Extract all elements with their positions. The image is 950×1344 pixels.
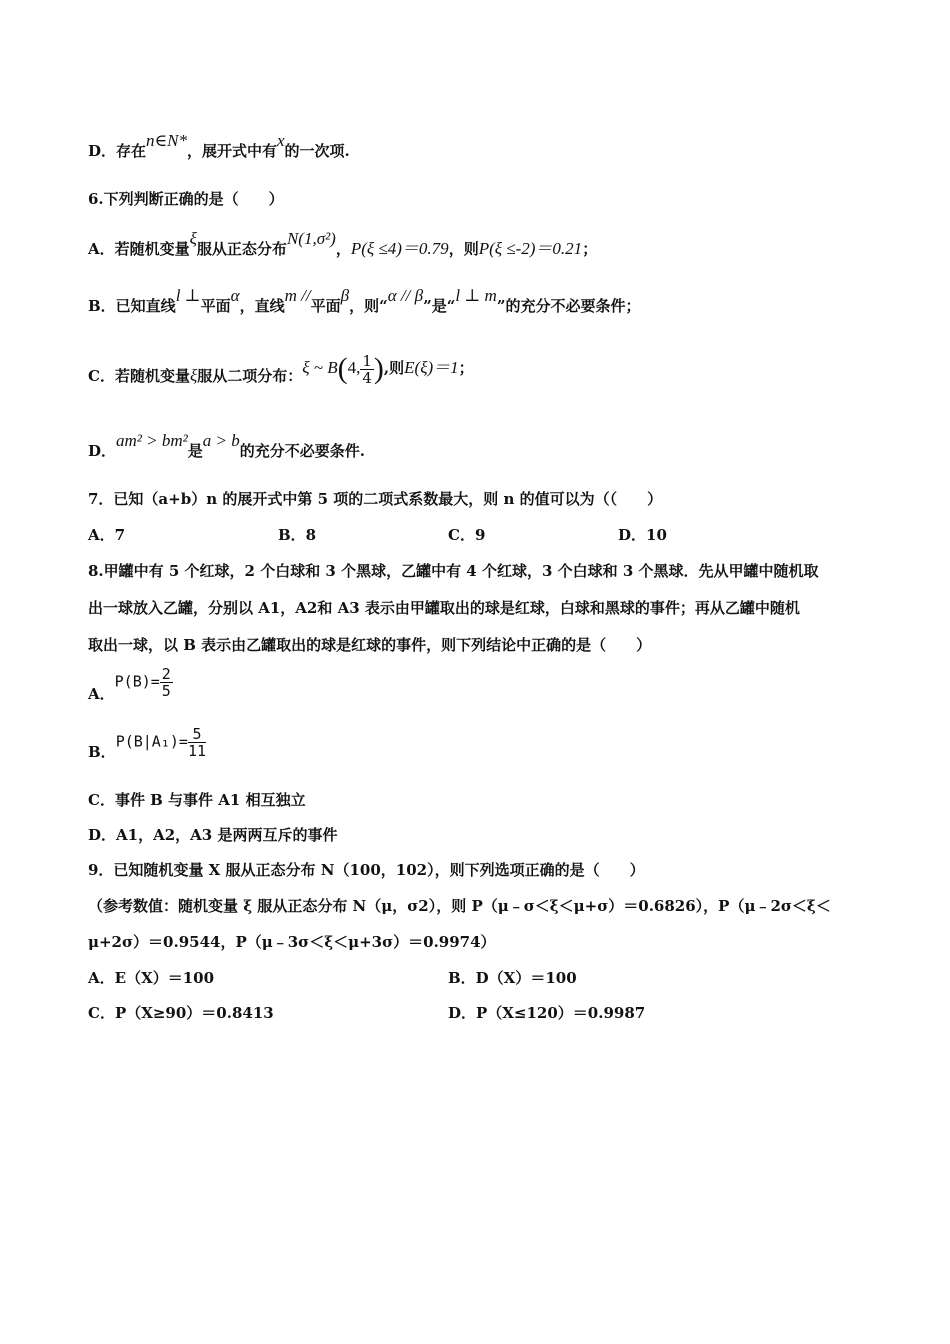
math-prob-le-minus2: P(ξ ≤-2)＝0.21 — [478, 239, 583, 258]
q9-reference-line-1: （参考数值：随机变量 ξ 服从正态分布 N（μ，σ2），则 P（μ﹣σ＜ξ＜μ+σ）＝0.6826），P（μ﹣2σ＜ξ＜ — [88, 897, 831, 915]
math-expectation: E(ξ)＝1 — [404, 358, 459, 377]
q7-stem: 7．已知（a+b）n 的展开式中第 5 项的二项式系数最大，则 n 的值可以为（（ ） — [88, 490, 663, 508]
q7-option-b: B．8 — [278, 526, 317, 544]
q8-option-a: A．P(B)= $\frac{2}{5}$ — [88, 665, 171, 703]
q9-option-b: B．D（X）＝100 — [448, 969, 577, 987]
q8-stem-line-3: 取出一球，以 B 表示由乙罐取出的球是红球的事件，则下列结论中正确的是（ ） — [88, 636, 652, 654]
fraction-five-elevenths: $\frac{5}{11}$ — [187, 725, 206, 760]
q9-stem: 9．已知随机变量 X 服从正态分布 N（100，102），则下列选项正确的是（ ） — [88, 861, 645, 879]
q6-option-b: B．已知直线l ⊥平面α，直线m //平面β，则“α // β”是“l ⊥ m”的充分不必要条件； — [88, 286, 641, 315]
q7-option-c: C．9 — [448, 526, 486, 544]
q9-reference-line-2: μ+2σ）＝0.9544，P（μ﹣3σ＜ξ＜μ+3σ）＝0.9974） — [88, 933, 496, 951]
right-paren: ) — [373, 352, 384, 385]
math-n-in-N: n∈N* — [146, 131, 187, 150]
q6-option-a: A．若随机变量ξ服从正态分布N(1,σ²)，P(ξ ≤4)＝0.79，则P(ξ ≤-2)＝0.21； — [88, 229, 598, 258]
q8-option-d: D．A1，A2，A3 是两两互斥的事件 — [88, 826, 338, 844]
q5-option-d: D．存在n∈N*，展开式中有x的一次项. — [88, 131, 350, 160]
math-x: x — [276, 131, 285, 150]
q8-stem-line-2: 出一球放入乙罐，分别以 A1，A2和 A3 表示由甲罐取出的球是红球，白球和黑球的事件；再从乙罐中随机 — [88, 599, 800, 617]
fraction-one-quarter: $\frac{1}{4}$ — [362, 351, 372, 387]
math-prob-le-4: P(ξ ≤4)＝0.79 — [350, 239, 449, 258]
fraction-two-fifths: $\frac{2}{5}$ — [161, 665, 171, 700]
q8-option-c: C．事件 B 与事件 A1 相互独立 — [88, 791, 306, 809]
math-binomial: ξ ~ B — [302, 358, 338, 377]
q7-option-a: A．7 — [88, 526, 126, 544]
math-normal-dist: N(1,σ²) — [286, 229, 336, 248]
q6-stem: 6.下列判断正确的是（ ） — [88, 190, 284, 208]
q8-option-b: B．P(B|A₁)= $\frac{5}{11}$ — [88, 725, 206, 761]
q7-option-d: D．10 — [618, 526, 667, 544]
q9-option-d: D．P（X≤120）＝0.9987 — [448, 1004, 646, 1022]
q9-option-a: A．E（X）＝100 — [88, 969, 215, 987]
q6-option-d: D．am² > bm²是a > b的充分不必要条件. — [88, 431, 365, 460]
q8-stem-line-1: 8.甲罐中有 5 个红球，2 个白球和 3 个黑球，乙罐中有 4 个红球，3 个白球和 3 个黑球．先从甲罐中随机取 — [88, 562, 819, 580]
q6-option-c: C．若随机变量ξ服从二项分布：ξ ~ B(4, $\frac{1}{4}$ ),则E(ξ)＝1； — [88, 351, 474, 387]
left-paren: ( — [337, 352, 348, 385]
q9-option-c: C．P（X≥90）＝0.8413 — [88, 1004, 274, 1022]
